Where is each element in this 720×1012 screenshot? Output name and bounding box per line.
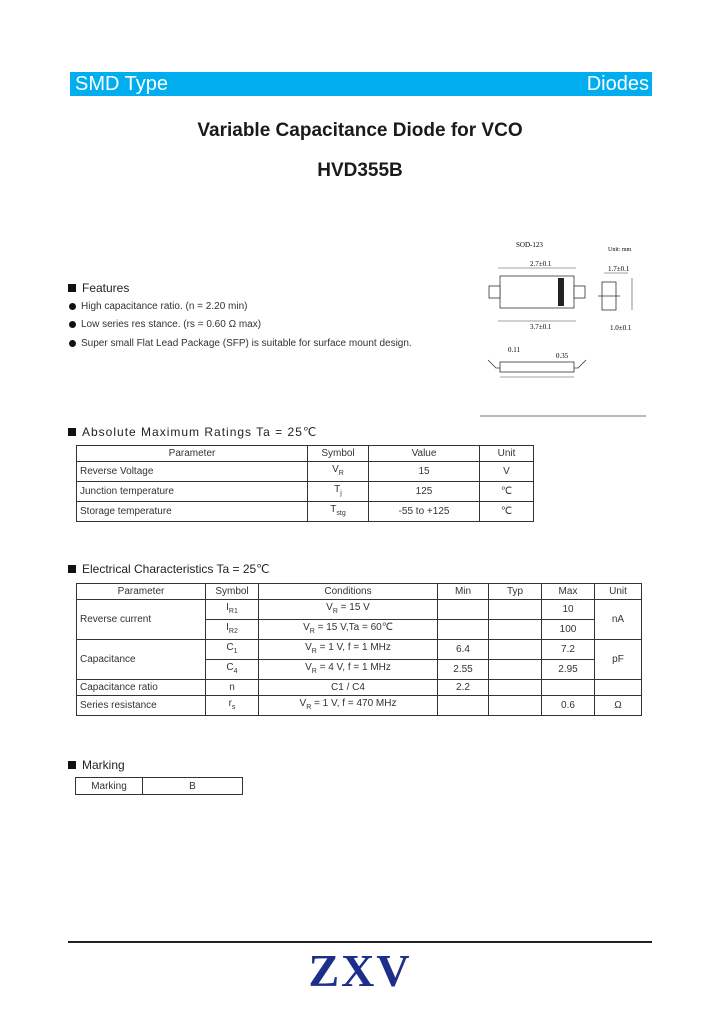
dim-label-1: 2.7±0.1 xyxy=(530,260,552,268)
symbol-cell: $r_s$ xyxy=(206,696,259,716)
unit-cell: Ω xyxy=(595,696,642,716)
bullet-square-icon xyxy=(68,761,76,769)
param-cell: Capacitance xyxy=(77,640,206,680)
header-cell: Max xyxy=(542,584,595,600)
param-cell: Junction temperature xyxy=(77,482,308,502)
typ-cell xyxy=(489,620,542,640)
conditions-cell: $V_R = 15$ V,Ta = 60℃ xyxy=(259,620,438,640)
bullet-square-icon xyxy=(68,565,76,573)
abs-max-heading-text: Absolute Maximum Ratings Ta = 25℃ xyxy=(82,425,318,439)
symbol-cell: $V_R$ xyxy=(308,462,369,482)
marking-value-cell: B xyxy=(143,778,243,795)
symbol-cell: $I_{R1}$ xyxy=(206,600,259,620)
max-cell xyxy=(542,680,595,696)
typ-cell xyxy=(489,660,542,680)
conditions-cell: C1 / C4 xyxy=(259,680,438,696)
header-cell: Parameter xyxy=(77,446,308,462)
header-cell: Min xyxy=(438,584,489,600)
param-cell: Reverse current xyxy=(77,600,206,640)
header-cell: Parameter xyxy=(77,584,206,600)
min-cell: 2.55 xyxy=(438,660,489,680)
header-cell: Symbol xyxy=(206,584,259,600)
table-row xyxy=(76,778,243,795)
bullet-dot-icon xyxy=(69,321,76,328)
feature-item-text: Super small Flat Lead Package (SFP) is suitable for surface mount design. xyxy=(81,338,412,349)
unit-cell: nA xyxy=(595,600,642,640)
table-row xyxy=(77,680,642,696)
header-cell: Unit xyxy=(595,584,642,600)
feature-item-text: Low series res stance. (rs = 0.60 Ω max) xyxy=(81,319,262,330)
header-cell: Unit xyxy=(480,446,534,462)
banner-left-text: SMD Type xyxy=(75,73,168,95)
param-cell: Reverse Voltage xyxy=(77,462,308,482)
elec-char-table xyxy=(76,583,642,716)
feature-item-text: High capacitance ratio. (n = 2.20 min) xyxy=(81,301,248,312)
symbol-cell: $I_{R2}$ xyxy=(206,620,259,640)
document-title: Variable Capacitance Diode for VCO xyxy=(197,120,523,141)
features-heading-text: Features xyxy=(82,281,130,295)
table-row xyxy=(77,462,534,482)
param-cell: Storage temperature xyxy=(77,502,308,522)
package-body-front xyxy=(500,362,574,372)
param-cell: Series resistance xyxy=(77,696,206,716)
abs-max-table xyxy=(76,445,534,522)
unit-label: Unit: mm xyxy=(608,247,632,253)
feature-item xyxy=(69,319,261,330)
banner-right-text: Diodes xyxy=(586,73,649,95)
table-row xyxy=(77,600,642,620)
bullet-dot-icon xyxy=(69,303,76,310)
max-cell: 100 xyxy=(542,620,595,640)
table-row xyxy=(77,502,534,522)
conditions-cell: $V_R = 1$ V, f = 470 MHz xyxy=(259,696,438,716)
table-header-row xyxy=(77,584,642,600)
elec-heading xyxy=(68,562,270,576)
unit-cell: ℃ xyxy=(480,482,534,502)
symbol-cell: $T_j$ xyxy=(308,482,369,502)
header-cell: Conditions xyxy=(259,584,438,600)
unit-cell xyxy=(595,680,642,696)
part-number: HVD355B xyxy=(317,160,403,181)
conditions-cell: $V_R = 4$ V, f = 1 MHz xyxy=(259,660,438,680)
value-cell: 125 xyxy=(369,482,480,502)
header-cell: Value xyxy=(369,446,480,462)
header-cell: Symbol xyxy=(308,446,369,462)
dim-label-4: 1.0±0.1 xyxy=(610,324,632,332)
max-cell: 7.2 xyxy=(542,640,595,660)
min-cell: 6.4 xyxy=(438,640,489,660)
typ-cell xyxy=(489,680,542,696)
unit-cell: ℃ xyxy=(480,502,534,522)
company-logo: ZXV xyxy=(308,945,412,996)
conditions-cell: $V_R = 15$ V xyxy=(259,600,438,620)
symbol-cell: $T_{stg}$ xyxy=(308,502,369,522)
marking-table xyxy=(75,777,243,795)
marking-heading xyxy=(68,758,125,772)
bullet-square-icon xyxy=(68,284,76,292)
elec-heading-text: Electrical Characteristics Ta = 25℃ xyxy=(82,562,270,576)
dim-label-6: 0.11 xyxy=(508,346,520,354)
table-row xyxy=(77,482,534,502)
unit-cell: V xyxy=(480,462,534,482)
min-cell xyxy=(438,600,489,620)
table-row xyxy=(77,696,642,716)
table-row xyxy=(77,640,642,660)
typ-cell xyxy=(489,696,542,716)
marking-heading-text: Marking xyxy=(82,758,125,772)
min-cell xyxy=(438,620,489,640)
value-cell: 15 xyxy=(369,462,480,482)
typ-cell xyxy=(489,600,542,620)
max-cell: 10 xyxy=(542,600,595,620)
value-cell: -55 to +125 xyxy=(369,502,480,522)
symbol-cell: $C_4$ xyxy=(206,660,259,680)
footer-divider xyxy=(68,941,652,943)
symbol-cell: n xyxy=(206,680,259,696)
typ-cell xyxy=(489,640,542,660)
min-cell xyxy=(438,696,489,716)
features-heading xyxy=(68,281,129,295)
feature-item xyxy=(69,301,247,312)
max-cell: 2.95 xyxy=(542,660,595,680)
unit-cell: pF xyxy=(595,640,642,680)
package-name-label: SOD-123 xyxy=(516,241,543,249)
dim-label-3: 3.7±0.1 xyxy=(530,323,552,331)
package-outline-drawing xyxy=(478,238,650,418)
param-cell: Capacitance ratio xyxy=(77,680,206,696)
feature-item xyxy=(69,338,412,349)
dim-label-5: 0.35 xyxy=(556,352,569,360)
bullet-square-icon xyxy=(68,428,76,436)
table-header-row xyxy=(77,446,534,462)
dim-label-2: 1.7±0.1 xyxy=(608,265,630,273)
bullet-dot-icon xyxy=(69,340,76,347)
symbol-cell: $C_1$ xyxy=(206,640,259,660)
conditions-cell: $V_R = 1$ V, f = 1 MHz xyxy=(259,640,438,660)
min-cell: 2.2 xyxy=(438,680,489,696)
header-cell: Typ xyxy=(489,584,542,600)
marking-label-cell: Marking xyxy=(76,778,143,795)
abs-max-heading xyxy=(68,425,317,439)
max-cell: 0.6 xyxy=(542,696,595,716)
header-banner xyxy=(70,72,652,96)
